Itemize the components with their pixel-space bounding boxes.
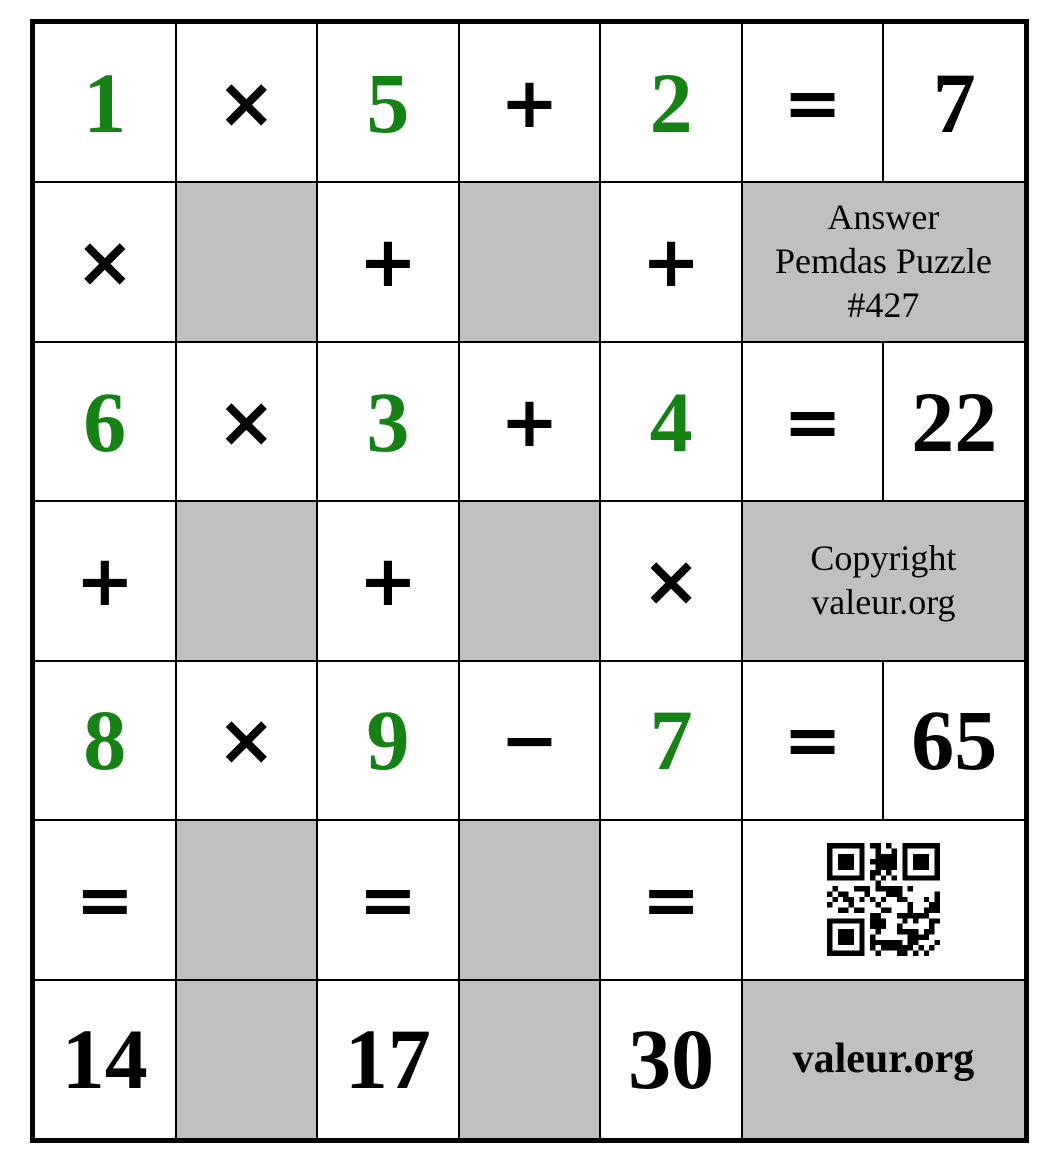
operand-value: 8 [83, 692, 127, 789]
cell-r3c4-operator [459, 342, 601, 501]
cell-r1c3-operand [317, 23, 459, 182]
column-result-value: 14 [61, 1011, 148, 1108]
plus-operator: + [75, 539, 135, 622]
cell-r6c1-equals [34, 820, 176, 979]
puzzle-grid [30, 19, 1029, 1143]
footer-box [742, 980, 1025, 1139]
multiply-operator: × [641, 539, 701, 622]
operand-value: 4 [649, 373, 693, 470]
result-value: 7 [932, 54, 976, 151]
operand-value: 2 [649, 54, 693, 151]
cell-r6c3-equals [317, 820, 459, 979]
cell-r4c1-operator [34, 501, 176, 660]
answer-title-line2: Pemdas Puzzle [774, 241, 992, 282]
cell-r6c4-blank [459, 820, 601, 979]
cell-r3c2-operator [176, 342, 318, 501]
cell-r2c4-blank [459, 182, 601, 341]
cell-r4c4-blank [459, 501, 601, 660]
copyright-line1: Copyright [810, 538, 957, 579]
answer-title-line3: #427 [847, 285, 920, 326]
cell-r5c4-operator [459, 661, 601, 820]
plus-operator: + [500, 380, 559, 463]
cell-r5c6-equals [742, 661, 884, 820]
operand-value: 3 [366, 373, 410, 470]
equals-operator: = [641, 858, 701, 941]
cell-r5c7-result [883, 661, 1025, 820]
qr-code-cell [742, 820, 1025, 979]
multiply-operator: × [217, 380, 276, 463]
operand-value: 9 [366, 692, 410, 789]
equals-operator: = [358, 858, 418, 941]
operand-value: 7 [649, 692, 693, 789]
plus-operator: + [500, 61, 559, 144]
copyright-box [742, 501, 1025, 660]
site-name: valeur.org [792, 1036, 975, 1083]
equals-operator: = [783, 61, 842, 144]
cell-r2c1-operator [34, 182, 176, 341]
cell-r7c3-result [317, 980, 459, 1139]
cell-r4c2-blank [176, 501, 318, 660]
cell-r7c4-blank [459, 980, 601, 1139]
cell-r3c3-operand [317, 342, 459, 501]
column-result-value: 17 [344, 1011, 431, 1108]
minus-operator: − [500, 699, 559, 782]
cell-r6c5-equals [600, 820, 742, 979]
cell-r5c2-operator [176, 661, 318, 820]
operand-value: 1 [83, 54, 127, 151]
multiply-operator: × [217, 61, 276, 144]
cell-r1c1-operand [34, 23, 176, 182]
cell-r1c2-operator [176, 23, 318, 182]
answer-title-box [742, 182, 1025, 341]
cell-r3c6-equals [742, 342, 884, 501]
multiply-operator: × [217, 699, 276, 782]
cell-r5c5-operand [600, 661, 742, 820]
multiply-operator: × [75, 221, 135, 304]
operand-value: 6 [83, 373, 127, 470]
copyright-line2: valeur.org [811, 581, 956, 622]
cell-r1c4-operator [459, 23, 601, 182]
cell-r1c7-result [883, 23, 1025, 182]
cell-r3c5-operand [600, 342, 742, 501]
cell-r5c3-operand [317, 661, 459, 820]
cell-r7c2-blank [176, 980, 318, 1139]
cell-r1c5-operand [600, 23, 742, 182]
equals-operator: = [75, 858, 135, 941]
cell-r7c5-result [600, 980, 742, 1139]
equals-operator: = [783, 380, 842, 463]
cell-r2c2-blank [176, 182, 318, 341]
cell-r6c2-blank [176, 820, 318, 979]
cell-r2c3-operator [317, 182, 459, 341]
equals-operator: = [783, 699, 842, 782]
cell-r3c7-result [883, 342, 1025, 501]
plus-operator: + [641, 221, 701, 304]
cell-r3c1-operand [34, 342, 176, 501]
cell-r4c5-operator [600, 501, 742, 660]
cell-r7c1-result [34, 980, 176, 1139]
qr-code [827, 843, 940, 956]
cell-r4c3-operator [317, 501, 459, 660]
plus-operator: + [358, 221, 418, 304]
cell-r2c5-operator [600, 182, 742, 341]
answer-title-line1: Answer [827, 197, 940, 238]
result-value: 22 [911, 373, 998, 470]
operand-value: 5 [366, 54, 410, 151]
column-result-value: 30 [628, 1011, 715, 1108]
plus-operator: + [358, 539, 418, 622]
cell-r5c1-operand [34, 661, 176, 820]
cell-r1c6-equals [742, 23, 884, 182]
result-value: 65 [911, 692, 998, 789]
